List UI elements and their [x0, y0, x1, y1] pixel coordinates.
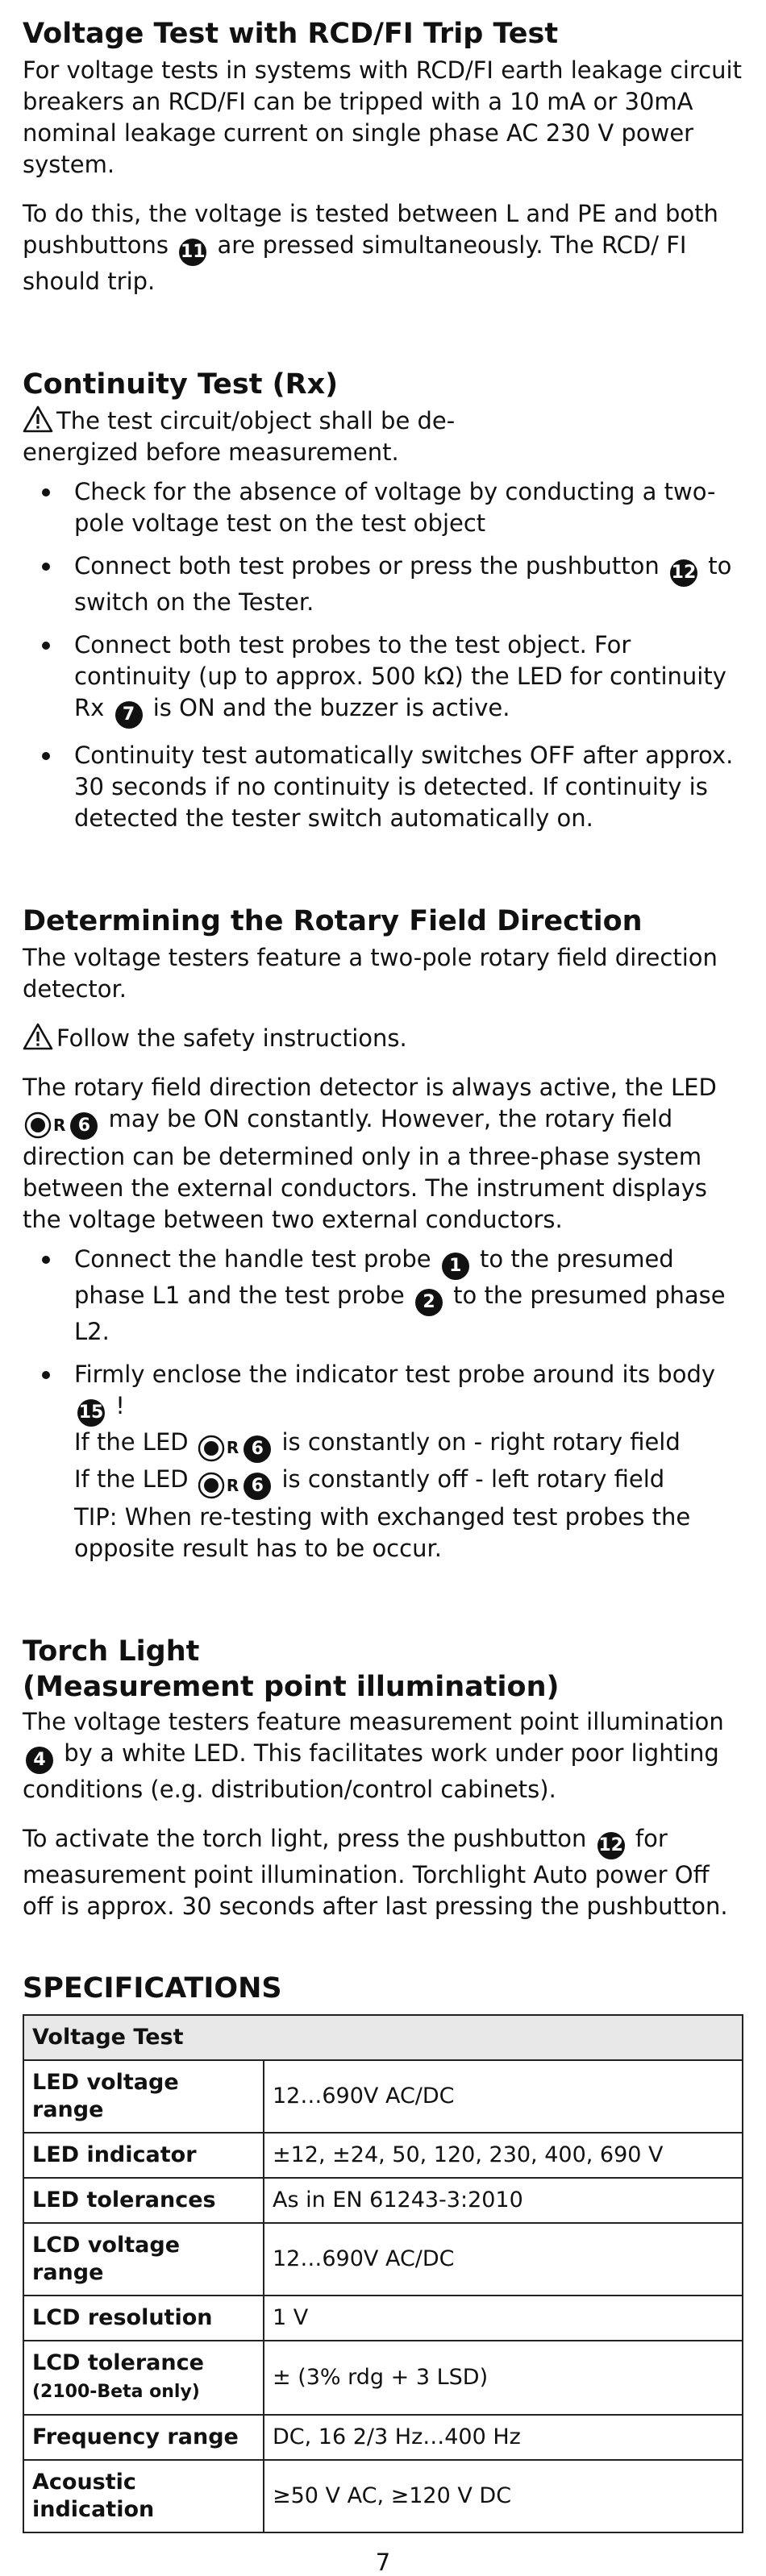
text: Continuity test automatically switches OFF after approx. 30 seconds if no continuity is detected. If continuity is detected the tester switch automatically on.	[74, 742, 734, 832]
list-item	[23, 1244, 743, 1348]
section-torch	[23, 1634, 743, 1922]
table-header-row	[23, 2015, 743, 2060]
led-line	[74, 1427, 743, 1465]
text: Connect both test probes or press the pushbutton	[74, 552, 667, 580]
spec-key	[23, 2341, 264, 2415]
table-row	[23, 2460, 743, 2532]
spec-key-text: LCD voltage range	[32, 2232, 181, 2285]
callout-number: 2	[415, 1289, 443, 1316]
text: to switch on the Tester.	[74, 552, 732, 616]
spec-key-text: Acoustic indication	[32, 2469, 155, 2522]
table-row	[23, 2341, 743, 2415]
table-row	[23, 2415, 743, 2460]
text: is constantly on - right rotary field	[274, 1427, 681, 1456]
paragraph	[23, 1823, 743, 1922]
spec-key-text: LED voltage range	[32, 2069, 179, 2122]
spec-value: ≥50 V AC, ≥120 V DC	[264, 2460, 743, 2532]
paragraph	[23, 198, 743, 297]
spec-value: 12…690V AC/DC	[264, 2223, 743, 2296]
text: Connect the handle test probe	[74, 1244, 439, 1273]
warning-text: The test circuit/object shall be de-energized before measurement.	[23, 407, 456, 466]
spec-key	[23, 2060, 264, 2133]
section-continuity	[23, 367, 743, 834]
page-number: 7	[375, 2549, 391, 2576]
paragraph: The voltage testers feature a two-pole rotary field direction detector.	[23, 944, 718, 1003]
spec-key	[23, 2133, 264, 2178]
callout-number: 11	[179, 239, 206, 266]
led-label: R	[53, 1115, 66, 1135]
text: by a white LED. This facilitates work under poor lighting conditions (e.g. distribution/control cabinets).	[23, 1739, 719, 1803]
bullet-list	[23, 1244, 743, 1564]
spec-key-text: LED tolerances	[32, 2187, 216, 2212]
section-title: Determining the Rotary Field Direction	[23, 905, 643, 937]
table-row	[23, 2060, 743, 2133]
led-rotary-icon	[198, 1431, 239, 1465]
spec-value: DC, 16 2/3 Hz…400 Hz	[264, 2415, 743, 2460]
spec-value: ± (3% rdg + 3 LSD)	[264, 2341, 743, 2415]
text: Connect both test probes to the test object. For continuity (up to approx. 500 kΩ) the LED for continuity Rx	[74, 631, 726, 721]
paragraph: For voltage tests in systems with RCD/FI earth leakage circuit breakers an RCD/FI can be tripped with a 10 mA or 30mA nominal leakage current on single phase AC 230 V power system.	[23, 56, 742, 178]
callout-number: 1	[442, 1253, 469, 1280]
led-rotary-icon	[198, 1469, 239, 1502]
callout-number: 12	[670, 559, 697, 587]
led-line	[74, 1464, 743, 1502]
led-label: R	[226, 1475, 239, 1495]
section-title: Continuity Test (Rx)	[23, 368, 339, 401]
table-row	[23, 2223, 743, 2296]
section-title: Voltage Test with RCD/FI Trip Test	[23, 18, 559, 50]
text: If the LED	[74, 1465, 196, 1493]
list-item	[23, 740, 743, 834]
section-specifications	[23, 1971, 743, 2533]
warning-triangle-icon	[23, 1023, 53, 1050]
table-row	[23, 2296, 743, 2341]
list-item	[23, 551, 743, 618]
paragraph	[23, 1072, 743, 1236]
callout-number: 15	[77, 1399, 105, 1427]
spec-table	[23, 2014, 743, 2533]
warning-paragraph	[23, 1023, 743, 1054]
warning-paragraph	[23, 405, 458, 468]
text: To activate the torch light, press the pushbutton	[23, 1824, 594, 1852]
text: is ON and the buzzer is active.	[145, 694, 510, 721]
callout-number: 4	[26, 1747, 53, 1774]
callout-number: 6	[244, 1473, 271, 1500]
text: If the LED	[74, 1427, 196, 1456]
text: for measurement point illumination. Torchlight Auto power Off off is approx. 30 seconds after last pressing the pushbutton.	[23, 1824, 728, 1920]
spec-key-text: LCD resolution	[32, 2304, 213, 2330]
spec-key	[23, 2415, 264, 2460]
spec-key-note: (2100-Beta only)	[32, 2381, 200, 2402]
list-item	[23, 476, 743, 539]
text: to the presumed phase L2.	[74, 1281, 726, 1345]
section-title: Torch Light	[23, 1635, 200, 1668]
specifications-title: SPECIFICATIONS	[23, 1971, 282, 2005]
text: Firmly enclose the indicator test probe around its body	[74, 1360, 716, 1388]
callout-number: 7	[115, 701, 143, 729]
spec-key-text: LED indicator	[32, 2142, 197, 2167]
section-subtitle: (Measurement point illumination)	[23, 1670, 560, 1703]
tip-text: TIP: When re-testing with exchanged test probes the opposite result has to be occur.	[74, 1502, 691, 1562]
callout-number: 6	[70, 1112, 98, 1140]
warning-text: Follow the safety instructions.	[56, 1024, 407, 1052]
spec-value: 1 V	[264, 2296, 743, 2341]
callout-number: 12	[597, 1832, 625, 1859]
list-item	[23, 629, 743, 729]
led-rotary-icon	[24, 1108, 65, 1141]
text: may be ON constantly. However, the rotary field direction can be determined only in a three-phase system between the external conductors. The instrument displays the voltage between two external conductors.	[23, 1105, 707, 1233]
spec-key	[23, 2460, 264, 2532]
section-rotary	[23, 904, 743, 1564]
table-header: Voltage Test	[23, 2015, 743, 2060]
spec-key	[23, 2178, 264, 2223]
spec-value: 12…690V AC/DC	[264, 2060, 743, 2133]
text: to the presumed phase L1 and the test probe	[74, 1244, 674, 1309]
text: To do this, the voltage is tested between L and PE and both pushbuttons	[23, 200, 718, 259]
bullet-list	[23, 476, 743, 834]
text: The voltage testers feature measurement point illumination	[23, 1707, 724, 1735]
led-label: R	[226, 1438, 239, 1457]
spec-key	[23, 2223, 264, 2296]
callout-number: 6	[244, 1435, 271, 1463]
table-row	[23, 2178, 743, 2223]
list-item	[23, 1359, 743, 1564]
text: !	[108, 1391, 125, 1419]
spec-value: ±12, ±24, 50, 120, 230, 400, 690 V	[264, 2133, 743, 2178]
warning-triangle-icon	[23, 405, 53, 433]
text: is constantly off - left rotary field	[274, 1465, 665, 1493]
text: The rotary field direction detector is always active, the LED	[23, 1074, 717, 1101]
spec-key	[23, 2296, 264, 2341]
text: Check for the absence of voltage by conducting a two-pole voltage test on the test object	[74, 478, 716, 537]
spec-table-body	[23, 2060, 743, 2532]
page-content	[23, 16, 743, 2533]
spec-key-text: Frequency range	[32, 2424, 239, 2449]
section-voltage-rcd	[23, 16, 743, 297]
spec-key-text: LCD tolerance	[32, 2350, 204, 2375]
table-row	[23, 2133, 743, 2178]
spec-value: As in EN 61243-3:2010	[264, 2178, 743, 2223]
paragraph	[23, 1706, 743, 1805]
text: are pressed simultaneously. The RCD/ FI should trip.	[23, 231, 687, 295]
